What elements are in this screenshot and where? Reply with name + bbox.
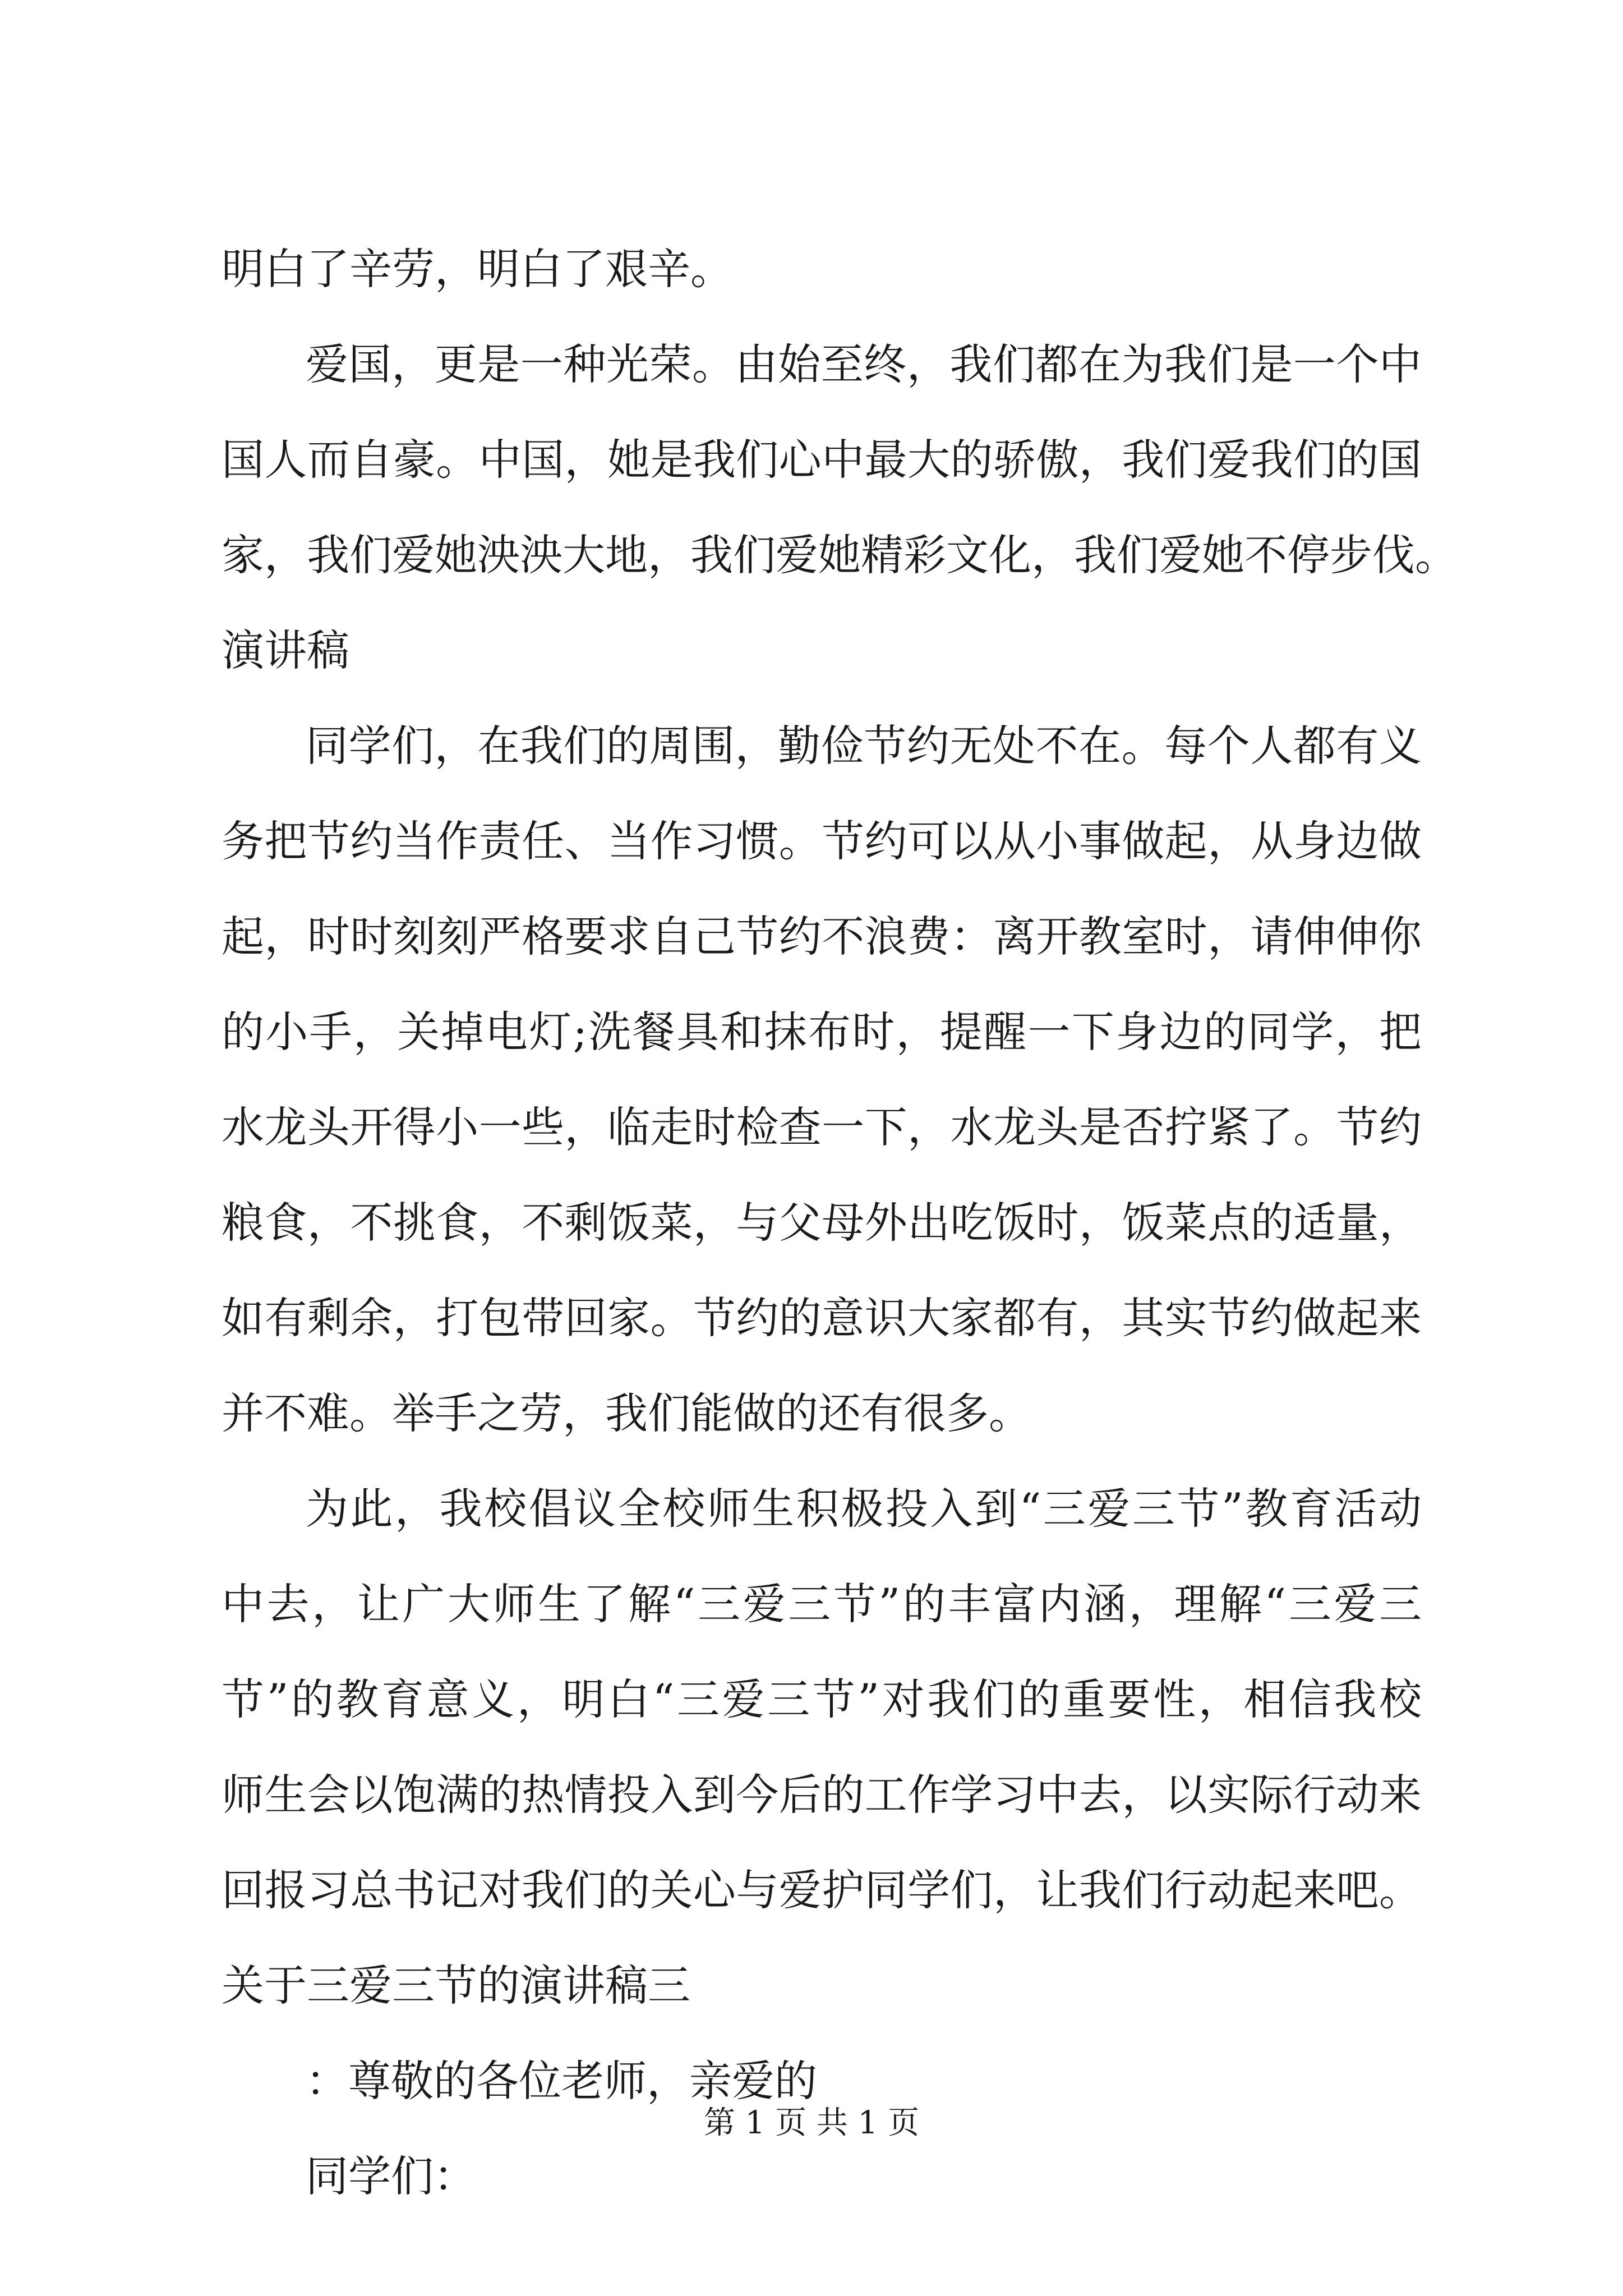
text-line: 起，时时刻刻严格要求自己节约不浪费：离开教室时，请伸伸你 <box>222 912 1422 961</box>
text-line: 务把节约当作责任、当作习惯。节约可以从小事做起，从身边做 <box>222 816 1422 866</box>
text-line: 如有剩余，打包带回家。节约的意识大家都有，其实节约做起来 <box>222 1293 1422 1343</box>
text-line: 中去，让广大师生了解“三爱三节”的丰富内涵，理解“三爱三 <box>222 1579 1422 1629</box>
text-line: ：尊敬的各位老师，亲爱的 <box>306 2056 817 2106</box>
text-line: 粮食，不挑食，不剩饭菜，与父母外出吃饭时，饭菜点的适量， <box>222 1198 1422 1248</box>
text-line: 的小手，关掉电灯;洗餐具和抹布时，提醒一下身边的同学，把 <box>222 1007 1422 1057</box>
text-line: 同学们，在我们的周围，勤俭节约无处不在。每个人都有义 <box>306 721 1422 771</box>
text-line: 明白了辛劳，明白了艰辛。 <box>222 244 733 294</box>
text-line: 并不难。举手之劳，我们能做的还有很多。 <box>222 1388 1031 1438</box>
text-line: 回报习总书记对我们的关心与爱护同学们，让我们行动起来吧。 <box>222 1865 1422 1915</box>
document-body <box>222 222 1458 2224</box>
text-line: 师生会以饱满的热情投入到今后的工作学习中去，以实际行动来 <box>222 1770 1422 1820</box>
text-line: 节”的教育意义，明白“三爱三节”对我们的重要性，相信我校 <box>222 1674 1422 1724</box>
text-line: 家，我们爱她泱泱大地，我们爱她精彩文化，我们爱她不停步伐。 <box>222 530 1458 580</box>
text-line: 水龙头开得小一些，临走时检查一下，水龙头是否拧紧了。节约 <box>222 1102 1422 1152</box>
text-line: 关于三爱三节的演讲稿三 <box>222 1961 690 2010</box>
text-line: 演讲稿 <box>222 625 349 675</box>
text-line: 同学们： <box>306 2151 476 2201</box>
text-line: 国人而自豪。中国，她是我们心中最大的骄傲，我们爱我们的国 <box>222 435 1422 485</box>
text-line: 爱国，更是一种光荣。由始至终，我们都在为我们是一个中 <box>306 339 1422 389</box>
page-footer: 第 1 页 共 1 页 <box>703 2105 920 2141</box>
text-line: 为此，我校倡议全校师生积极投入到“三爱三节”教育活动 <box>306 1484 1422 1534</box>
